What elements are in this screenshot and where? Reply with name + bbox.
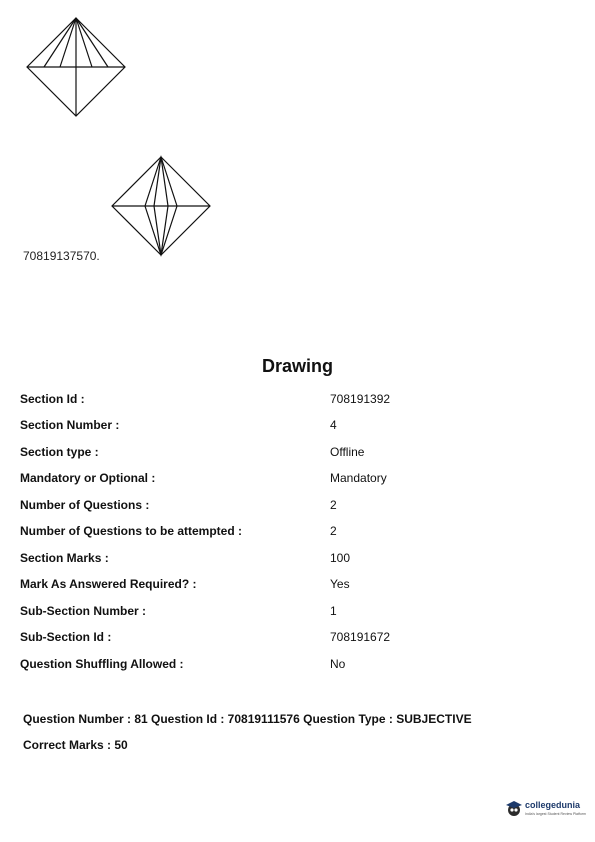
info-label: Sub-Section Number : <box>20 604 147 618</box>
info-label: Question Shuffling Allowed : <box>20 657 184 671</box>
info-value: 708191392 <box>330 392 391 406</box>
info-value: No <box>330 657 346 671</box>
info-row-mandatory <box>20 471 580 491</box>
info-label: Number of Questions : <box>20 498 150 512</box>
info-value: 1 <box>330 604 337 618</box>
logo-brand: collegedunia <box>525 800 581 810</box>
info-row-questions-attempted <box>20 524 580 544</box>
info-value: 708191672 <box>330 630 391 644</box>
info-row-mark-answered <box>20 577 580 597</box>
section-title: Drawing <box>261 356 333 376</box>
question-header: Question Number : 81 Question Id : 70819111576 Question Type : SUBJECTIVE <box>23 712 472 726</box>
option-id: 70819137570. <box>23 249 100 263</box>
info-label: Section Marks : <box>20 551 109 565</box>
info-value: Yes <box>330 577 350 591</box>
info-label: Section type : <box>20 445 99 459</box>
info-label: Number of Questions to be attempted : <box>20 524 243 538</box>
info-value: 100 <box>330 551 351 565</box>
info-row-shuffling <box>20 657 580 677</box>
info-row-sub-section-id <box>20 630 580 650</box>
info-value: 2 <box>330 524 337 538</box>
collegedunia-logo <box>505 798 585 824</box>
info-value: 4 <box>330 418 337 432</box>
info-label: Mark As Answered Required? : <box>20 577 197 591</box>
info-label: Section Id : <box>20 392 85 406</box>
info-value: Mandatory <box>330 471 387 485</box>
info-row-section-id <box>20 392 580 412</box>
graduate-mascot-icon <box>505 800 523 818</box>
info-row-number-of-questions <box>20 498 580 518</box>
info-label: Sub-Section Id : <box>20 630 112 644</box>
info-row-sub-section-number <box>20 604 580 624</box>
info-row-section-type <box>20 445 580 465</box>
diamond-figure-two <box>111 155 213 259</box>
info-value: 2 <box>330 498 337 512</box>
info-value: Offline <box>330 445 365 459</box>
logo-tagline: India's largest Student Review Platform <box>525 812 586 816</box>
diamond-figure-one <box>24 16 128 120</box>
info-label: Mandatory or Optional : <box>20 471 156 485</box>
info-row-section-marks <box>20 551 580 571</box>
info-row-section-number <box>20 418 580 438</box>
correct-marks: Correct Marks : 50 <box>23 738 128 752</box>
info-label: Section Number : <box>20 418 120 432</box>
